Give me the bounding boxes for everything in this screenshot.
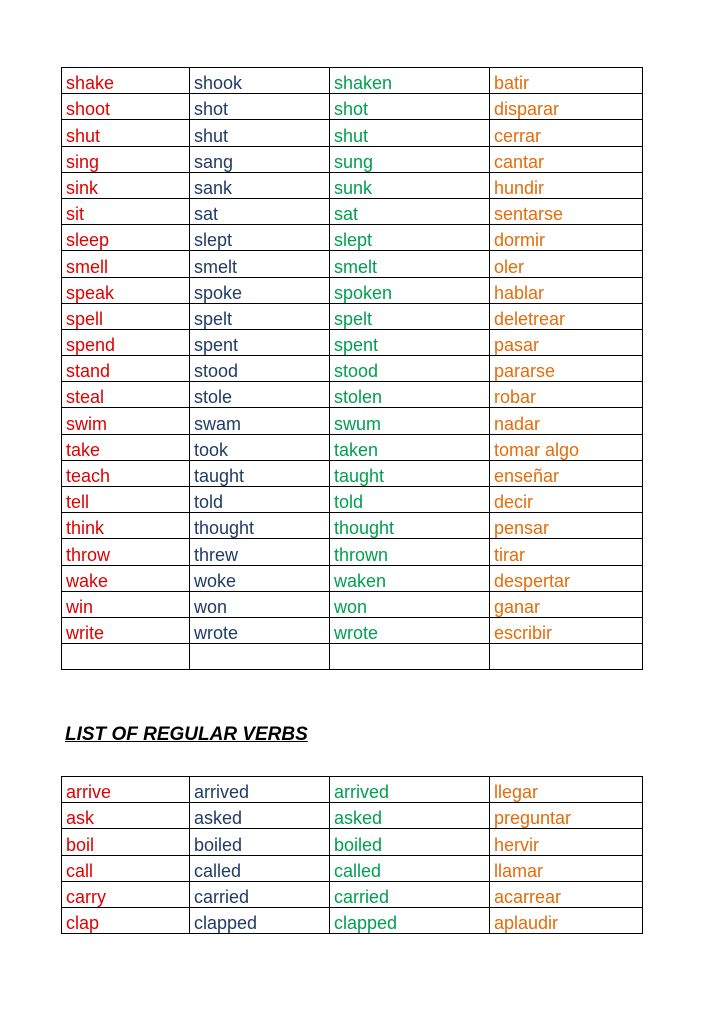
table-row (62, 225, 643, 251)
base-form-cell: sing (62, 146, 190, 172)
regular-verbs-table (61, 776, 643, 934)
past-simple-cell: clapped (190, 907, 330, 933)
past-simple-cell (190, 644, 330, 670)
base-form-cell: shoot (62, 94, 190, 120)
table-row (62, 881, 643, 907)
spanish-cell: llamar (490, 855, 643, 881)
past-participle-cell (330, 644, 490, 670)
past-simple-cell: sang (190, 146, 330, 172)
past-simple-cell: taught (190, 460, 330, 486)
spanish-cell: tomar algo (490, 434, 643, 460)
past-participle-cell: stolen (330, 382, 490, 408)
past-simple-cell: wrote (190, 617, 330, 643)
base-form-cell: shake (62, 68, 190, 94)
past-simple-cell: boiled (190, 829, 330, 855)
table-row (62, 829, 643, 855)
table-row (62, 172, 643, 198)
past-simple-cell: called (190, 855, 330, 881)
base-form-cell: call (62, 855, 190, 881)
base-form-cell: sink (62, 172, 190, 198)
base-form-cell: think (62, 513, 190, 539)
past-participle-cell: clapped (330, 907, 490, 933)
spanish-cell: pensar (490, 513, 643, 539)
past-simple-cell: stole (190, 382, 330, 408)
base-form-cell: smell (62, 251, 190, 277)
base-form-cell: wake (62, 565, 190, 591)
base-form-cell: win (62, 591, 190, 617)
table-row (62, 277, 643, 303)
table-row (62, 329, 643, 355)
past-participle-cell: wrote (330, 617, 490, 643)
past-simple-cell: carried (190, 881, 330, 907)
table-row (62, 356, 643, 382)
base-form-cell: spell (62, 303, 190, 329)
base-form-cell: steal (62, 382, 190, 408)
past-participle-cell: shut (330, 120, 490, 146)
table-row (62, 513, 643, 539)
spanish-cell: pararse (490, 356, 643, 382)
past-simple-cell: arrived (190, 777, 330, 803)
base-form-cell: write (62, 617, 190, 643)
table-row (62, 644, 643, 670)
past-simple-cell: asked (190, 803, 330, 829)
past-simple-cell: took (190, 434, 330, 460)
past-simple-cell: threw (190, 539, 330, 565)
base-form-cell: boil (62, 829, 190, 855)
irregular-verbs-table (61, 67, 643, 670)
spanish-cell: ganar (490, 591, 643, 617)
table-row (62, 251, 643, 277)
past-simple-cell: won (190, 591, 330, 617)
base-form-cell: sit (62, 198, 190, 224)
base-form-cell: swim (62, 408, 190, 434)
spanish-cell: preguntar (490, 803, 643, 829)
table-row (62, 198, 643, 224)
spanish-cell: hablar (490, 277, 643, 303)
past-simple-cell: stood (190, 356, 330, 382)
past-simple-cell: spoke (190, 277, 330, 303)
past-simple-cell: shut (190, 120, 330, 146)
spanish-cell: llegar (490, 777, 643, 803)
past-participle-cell: arrived (330, 777, 490, 803)
spanish-cell: sentarse (490, 198, 643, 224)
spanish-cell: despertar (490, 565, 643, 591)
past-participle-cell: taught (330, 460, 490, 486)
past-participle-cell: slept (330, 225, 490, 251)
spanish-cell: oler (490, 251, 643, 277)
base-form-cell: stand (62, 356, 190, 382)
past-participle-cell: shot (330, 94, 490, 120)
past-simple-cell: slept (190, 225, 330, 251)
past-participle-cell: shaken (330, 68, 490, 94)
base-form-cell: teach (62, 460, 190, 486)
spanish-cell: batir (490, 68, 643, 94)
table-row (62, 777, 643, 803)
table-row (62, 617, 643, 643)
past-participle-cell: told (330, 487, 490, 513)
spanish-cell: disparar (490, 94, 643, 120)
past-simple-cell: shot (190, 94, 330, 120)
past-participle-cell: carried (330, 881, 490, 907)
past-participle-cell: swum (330, 408, 490, 434)
table-row (62, 434, 643, 460)
base-form-cell: clap (62, 907, 190, 933)
base-form-cell: throw (62, 539, 190, 565)
table-row (62, 487, 643, 513)
table-row (62, 539, 643, 565)
spanish-cell: hundir (490, 172, 643, 198)
base-form-cell: ask (62, 803, 190, 829)
base-form-cell: spend (62, 329, 190, 355)
spanish-cell: robar (490, 382, 643, 408)
past-participle-cell: boiled (330, 829, 490, 855)
table-row (62, 565, 643, 591)
past-simple-cell: smelt (190, 251, 330, 277)
past-simple-cell: shook (190, 68, 330, 94)
past-simple-cell: spelt (190, 303, 330, 329)
past-participle-cell: spoken (330, 277, 490, 303)
past-participle-cell: called (330, 855, 490, 881)
base-form-cell: carry (62, 881, 190, 907)
spanish-cell: acarrear (490, 881, 643, 907)
past-participle-cell: taken (330, 434, 490, 460)
base-form-cell: speak (62, 277, 190, 303)
table-row (62, 907, 643, 933)
past-participle-cell: asked (330, 803, 490, 829)
past-simple-cell: spent (190, 329, 330, 355)
past-participle-cell: waken (330, 565, 490, 591)
spanish-cell: tirar (490, 539, 643, 565)
past-participle-cell: thrown (330, 539, 490, 565)
table-row (62, 94, 643, 120)
base-form-cell: arrive (62, 777, 190, 803)
table-row (62, 803, 643, 829)
past-simple-cell: swam (190, 408, 330, 434)
table-row (62, 303, 643, 329)
spanish-cell: enseñar (490, 460, 643, 486)
spanish-cell: aplaudir (490, 907, 643, 933)
spanish-cell: escribir (490, 617, 643, 643)
table-row (62, 120, 643, 146)
past-participle-cell: sung (330, 146, 490, 172)
base-form-cell: take (62, 434, 190, 460)
spanish-cell: deletrear (490, 303, 643, 329)
base-form-cell: sleep (62, 225, 190, 251)
past-participle-cell: spent (330, 329, 490, 355)
spanish-cell: cantar (490, 146, 643, 172)
spanish-cell (490, 644, 643, 670)
base-form-cell: shut (62, 120, 190, 146)
spanish-cell: decir (490, 487, 643, 513)
past-participle-cell: spelt (330, 303, 490, 329)
past-simple-cell: sat (190, 198, 330, 224)
table-row (62, 382, 643, 408)
table-row (62, 460, 643, 486)
base-form-cell: tell (62, 487, 190, 513)
past-participle-cell: sunk (330, 172, 490, 198)
spanish-cell: hervir (490, 829, 643, 855)
past-participle-cell: sat (330, 198, 490, 224)
table-row (62, 68, 643, 94)
spanish-cell: nadar (490, 408, 643, 434)
past-participle-cell: stood (330, 356, 490, 382)
table-row (62, 855, 643, 881)
past-participle-cell: smelt (330, 251, 490, 277)
past-participle-cell: won (330, 591, 490, 617)
table-row (62, 591, 643, 617)
base-form-cell (62, 644, 190, 670)
table-row (62, 408, 643, 434)
regular-verbs-heading: LIST OF REGULAR VERBS (65, 724, 308, 745)
past-simple-cell: thought (190, 513, 330, 539)
past-simple-cell: woke (190, 565, 330, 591)
spanish-cell: pasar (490, 329, 643, 355)
past-simple-cell: sank (190, 172, 330, 198)
spanish-cell: dormir (490, 225, 643, 251)
table-row (62, 146, 643, 172)
past-simple-cell: told (190, 487, 330, 513)
spanish-cell: cerrar (490, 120, 643, 146)
past-participle-cell: thought (330, 513, 490, 539)
